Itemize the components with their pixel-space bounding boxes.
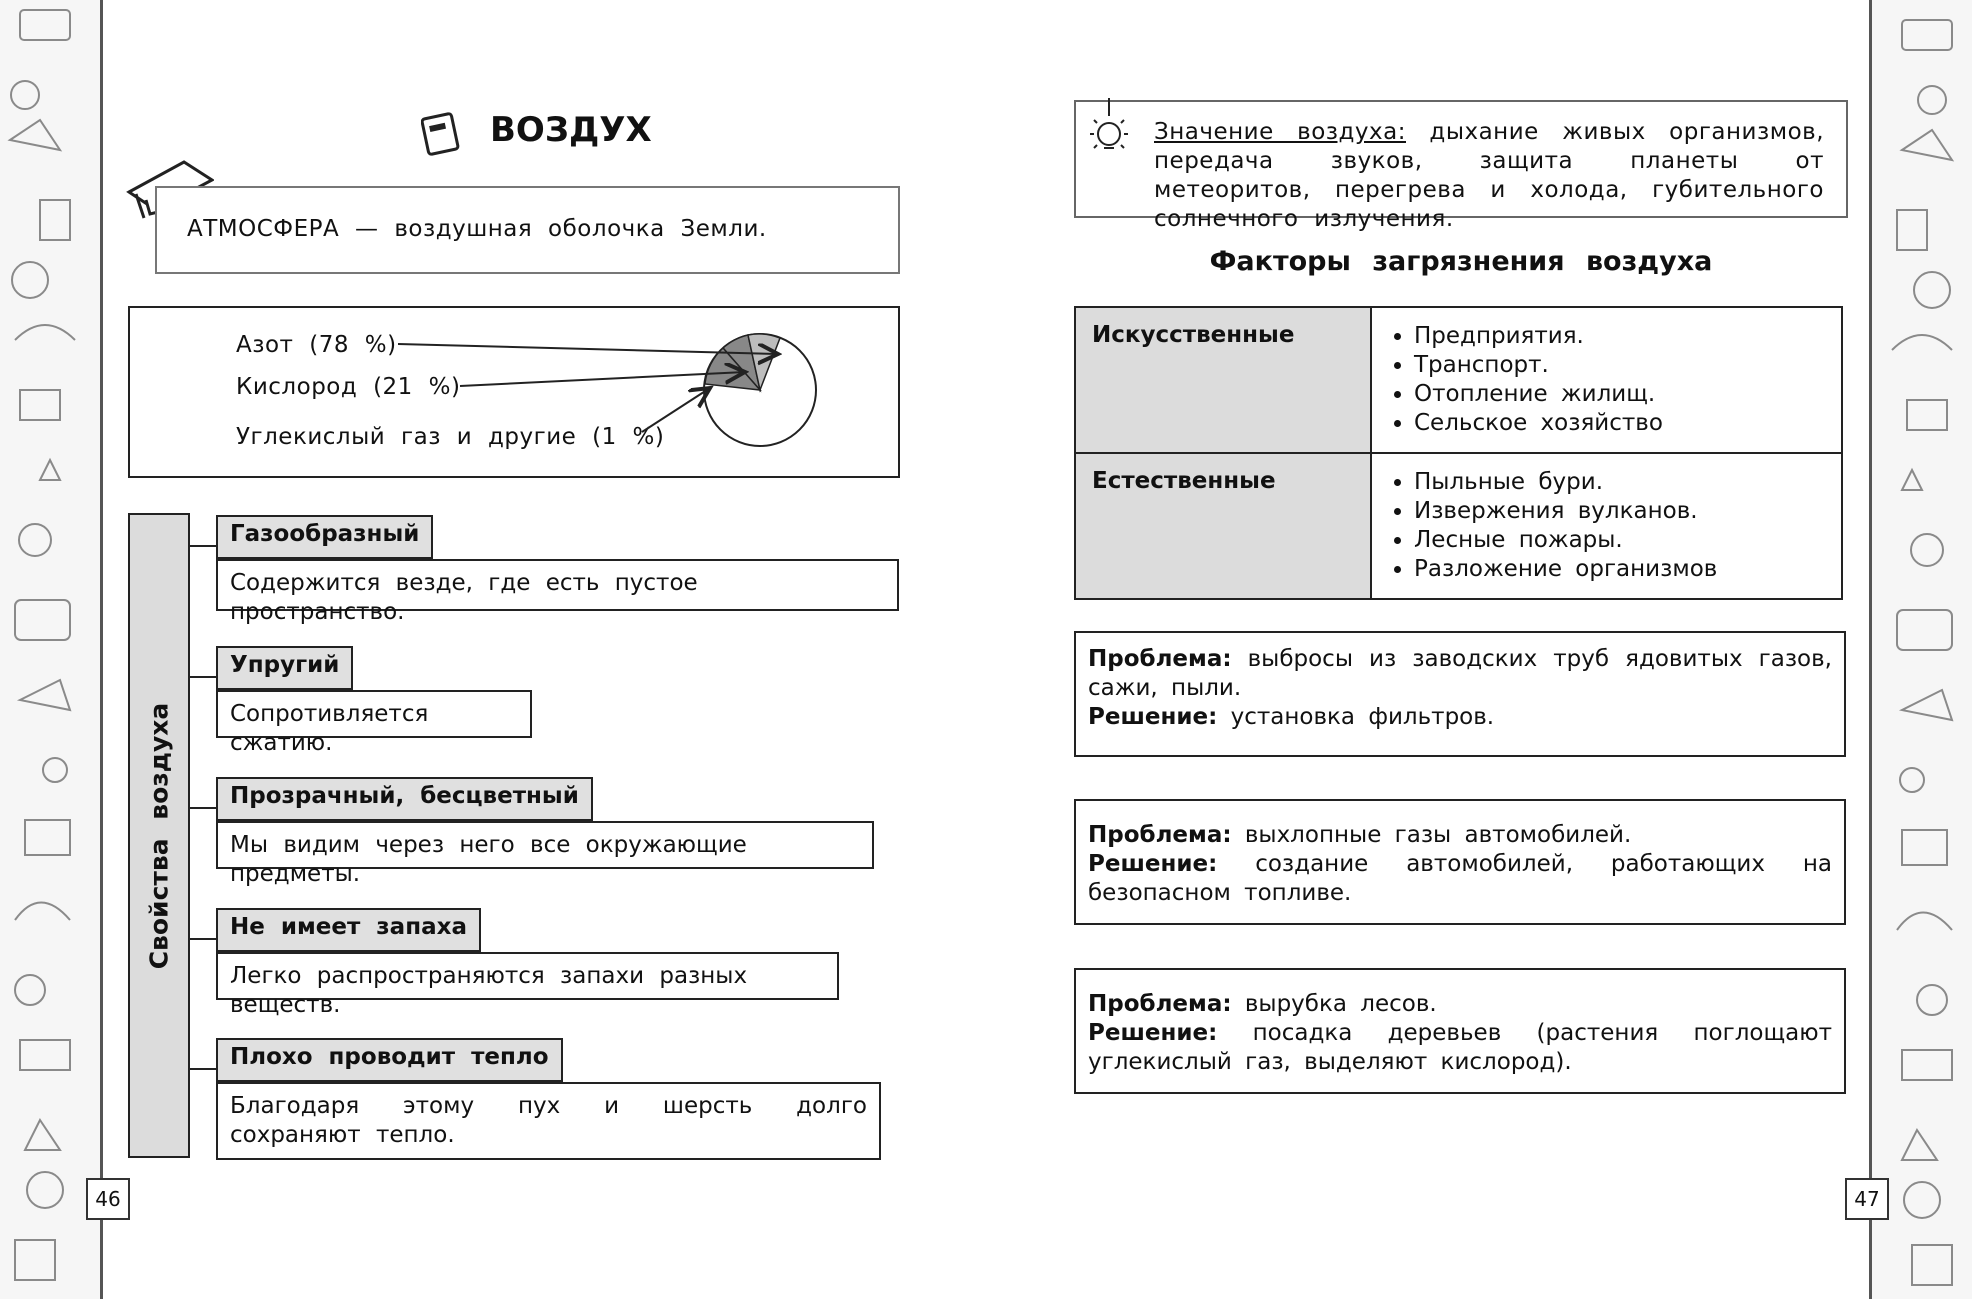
property-desc-4: Благодаря этому пух и шерсть долго сохраняют тепло.	[216, 1082, 881, 1160]
properties-side-label	[128, 513, 190, 1158]
factor-type: Искусственные	[1075, 307, 1371, 453]
problem-box-1: Проблема: выхлопные газы автомобилей. Решение: создание автомобилей, работающих на безопасном топливе.	[1074, 799, 1846, 925]
properties-title: Свойства воздуха	[144, 702, 174, 969]
property-desc-3: Легко распространяются запахи разных веществ.	[216, 952, 839, 1000]
property-desc-1: Сопротивляется сжатию.	[216, 690, 532, 738]
table-row	[1075, 453, 1842, 599]
composition-label-oxygen: Кислород (21 %)	[236, 374, 461, 400]
property-name-0: Газообразный	[216, 515, 433, 559]
doodle-border-right	[1869, 0, 1972, 1299]
property-name-3: Не имеет запаха	[216, 908, 481, 952]
composition-label-co2: Углекислый газ и другие (1 %)	[236, 424, 665, 450]
composition-pie-chart	[130, 308, 902, 480]
pollution-factors-table	[1074, 306, 1843, 600]
composition-box	[128, 306, 900, 478]
composition-label-nitrogen: Азот (78 %)	[236, 332, 397, 358]
problem-box-2: Проблема: вырубка лесов. Решение: посадка деревьев (растения поглощают углекислый газ, выделяют кислород).	[1074, 968, 1846, 1094]
property-name-1: Упругий	[216, 646, 353, 690]
factor-items: • Предприятия. • Транспорт. • Отопление жилищ. • Сельское хозяйство	[1371, 307, 1842, 453]
doodle-border-left	[0, 0, 103, 1299]
property-name-4: Плохо проводит тепло	[216, 1038, 563, 1082]
property-desc-0: Содержится везде, где есть пустое пространство.	[216, 559, 899, 611]
definition-box	[155, 186, 900, 274]
factor-items: • Пыльные бури. • Извержения вулканов. • Лесные пожары. • Разложение организмов	[1371, 453, 1842, 599]
significance-label: Значение воздуха:	[1154, 119, 1406, 145]
factor-type: Естественные	[1075, 453, 1371, 599]
property-desc-2: Мы видим через него все окружающие предметы.	[216, 821, 874, 869]
page-title: ВОЗДУХ	[490, 110, 652, 150]
definition-text: АТМОСФЕРА — воздушная оболочка Земли.	[187, 216, 767, 242]
book-icon	[421, 110, 463, 156]
significance-box	[1074, 100, 1848, 232]
significance-text: Значение воздуха: дыхание живых организмов, передача звуков, защита планеты от метеоритов, перегрева и холода, губительного солнечного излучения.	[1154, 119, 1825, 232]
page-number-left: 46	[86, 1178, 130, 1220]
table-row	[1075, 307, 1842, 453]
property-name-2: Прозрачный, бесцветный	[216, 777, 593, 821]
problem-box-0: Проблема: выбросы из заводских труб ядовитых газов, сажи, пыли. Решение: установка фильтров.	[1074, 631, 1846, 757]
page-number-right: 47	[1845, 1178, 1889, 1220]
lightbulb-icon	[1084, 98, 1134, 168]
factors-title: Факторы загрязнения воздуха	[1209, 246, 1713, 277]
